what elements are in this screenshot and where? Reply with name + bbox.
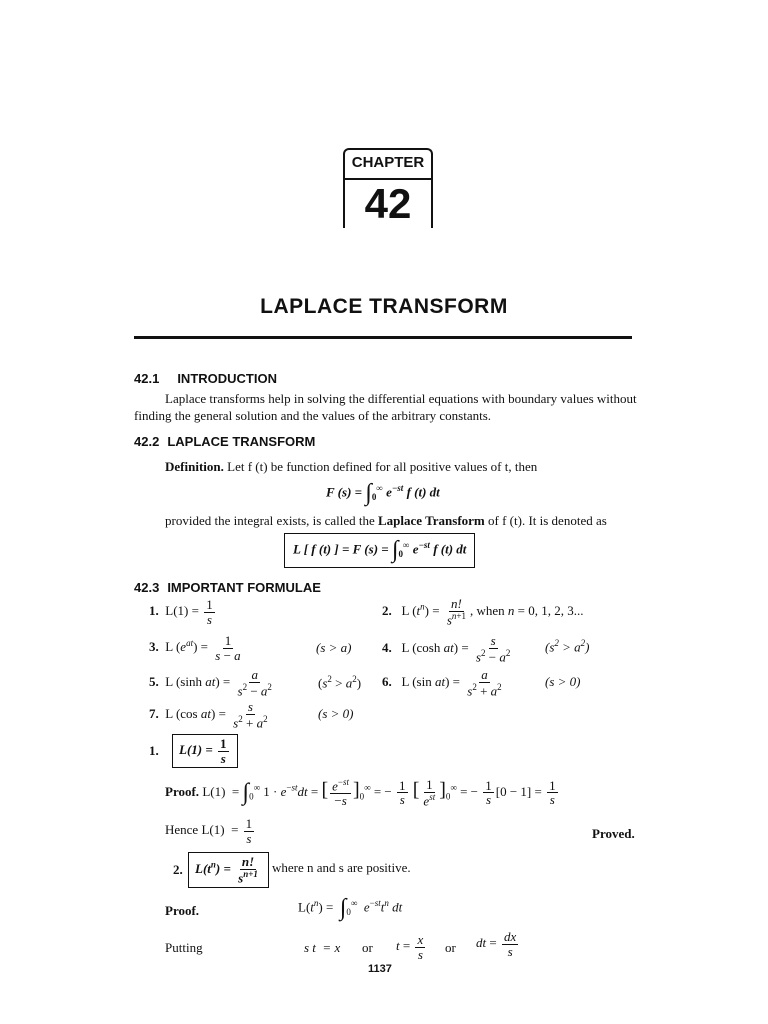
substitution-1: s t = x: [304, 940, 341, 955]
formula-2: 2. L $(t^n)$ = $\frac{n!}{s^{n+1}}$ , when n = 0, 1, 2, 3...: [382, 596, 584, 627]
condition-7: (s > 0): [318, 706, 354, 721]
putting-label: Putting: [165, 940, 203, 955]
proof-2-formula: $L(t^n) = \int_0^\infty$ $e^{-st}t^n$ dt: [298, 895, 403, 921]
section-heading-laplace: 42.2 LAPLACE TRANSFORM: [134, 434, 316, 449]
formula-5: 5. L (sinh at) = $\frac{a}{s^2 - a^2}$: [149, 667, 272, 698]
or-2: or: [445, 940, 456, 955]
chapter-badge: [343, 148, 431, 230]
page-number: 1137: [368, 963, 392, 975]
result-2-number: 2.: [173, 862, 183, 877]
substitution-3: dt = $\frac{dx}{s}$: [476, 929, 517, 959]
hence-line: Hence L(1) = $\frac{1}{s}$: [165, 816, 253, 846]
result-2-box: $L(t^n)$ = $\frac{n!}{s^{n+1}}$: [188, 852, 269, 888]
formula-1: 1. L(1) = $\frac{1}{s}$: [149, 597, 213, 627]
formula-7: 7. L (cos at) = $\frac{s}{s^2 + a^2}$: [149, 699, 268, 730]
condition-5: $(s^2 > a^2)$: [318, 674, 362, 691]
chapter-label: CHAPTER: [351, 154, 425, 171]
or-1: or: [362, 940, 373, 955]
condition-6: (s > 0): [545, 674, 581, 689]
substitution-2: t = $\frac{x}{s}$: [396, 932, 424, 962]
chapter-number: 42: [364, 180, 412, 227]
proved-label: Proved.: [592, 826, 635, 841]
title-rule: [134, 336, 632, 339]
provided-line: provided the integral exists, is called the Laplace Transform of f (t). It is denoted as: [165, 513, 607, 528]
formula-6: 6. L (sin at) = $\frac{a}{s^2 + a^2}$: [382, 667, 502, 698]
result-2-note: where n and s are positive.: [272, 860, 411, 875]
section-heading-intro: 42.1 INTRODUCTION: [134, 371, 277, 386]
definition-formula: F $(s) = \int_0^\infty$ $e^{-st}$ f (t) dt: [326, 480, 440, 506]
result-1-number: 1.: [149, 743, 159, 758]
chapter-title: LAPLACE TRANSFORM: [260, 295, 508, 318]
intro-line-1: Laplace transforms help in solving the differential equations with boundary values without: [165, 391, 637, 406]
formula-4: 4. L (cosh at) = $\frac{s}{s^2 - a^2}$: [382, 633, 511, 664]
condition-4: $(s^2 > a^2)$: [545, 638, 590, 655]
boxed-definition: L [ f (t) ] = F $(s) = \int_0^\infty$ $e^{-st}$ f (t) dt: [284, 533, 475, 568]
formula-3: 3. L $(e^{at})$ = $\frac{1}{s - a}$: [149, 633, 241, 663]
proof-1: Proof. $L(1) = \int_0^\infty$ $1 \cdot e^{-st}dt$ = [ $\frac{e^{-st}}{-s}$ ]$_0^\infty$ = − $\frac{1}{s}$ [ $\frac{1}{e^{st}}$ ]$_0^\infty$ = − $\frac{1}{s}$ [0 − 1] = $\frac{1}{s}$: [165, 777, 556, 808]
proof-2-label: Proof.: [165, 903, 200, 918]
intro-line-2: finding the general solution and the values of the arbitrary constants.: [134, 408, 492, 423]
result-1-box: L(1) = $\frac{1}{s}$: [172, 734, 238, 768]
definition-line: Definition. Let f (t) be function defined for all positive values of t, then: [165, 459, 538, 474]
condition-3: (s > a): [316, 640, 352, 655]
section-heading-formulae: 42.3 IMPORTANT FORMULAE: [134, 580, 321, 595]
